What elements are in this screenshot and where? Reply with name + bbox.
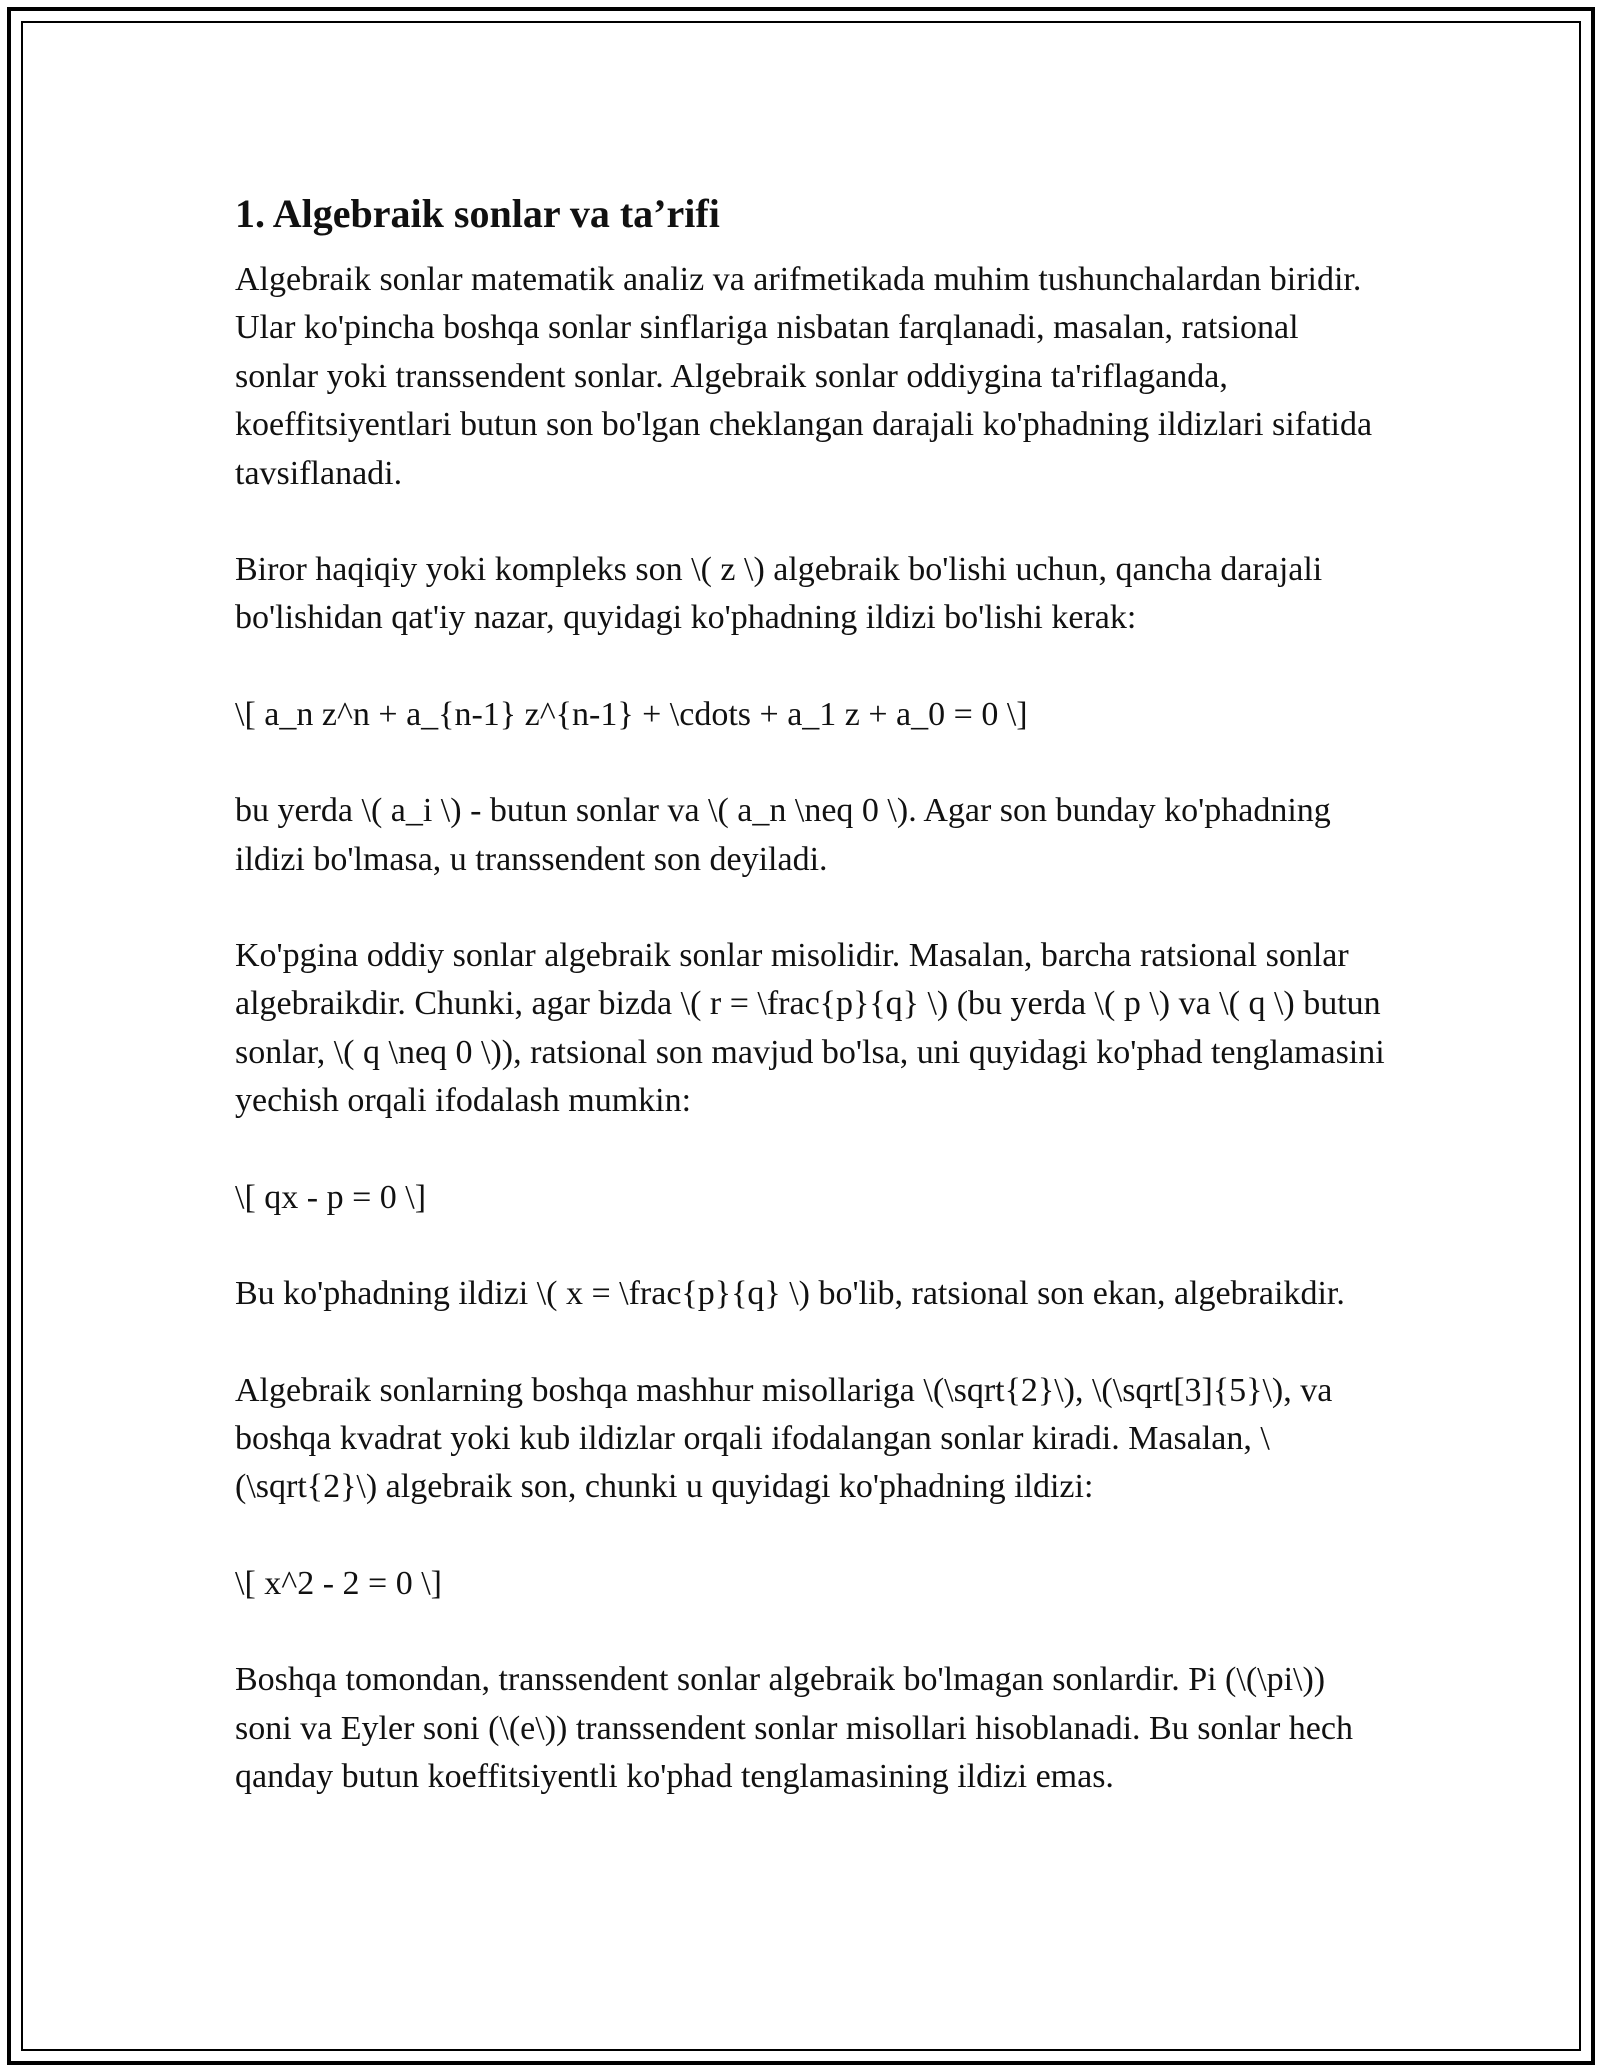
paragraph-coefficients: bu yerda \( a_i \) - butun sonlar va \( a_n \neq 0 \). Agar son bunday ko'phadning ildizi bo'lmasa, u transsendent son deyiladi. bbox=[235, 792, 1331, 878]
paragraph-root-examples: Algebraik sonlarning boshqa mashhur misollariga \(\sqrt{2}\), \(\sqrt[3]{5}\), va boshqa kvadrat yoki kub ildizlar orqali ifodalangan sonlar kiradi. Masalan, \(\sqrt{2}\) algebraik son, chunki u quyidagi ko'phadning ildizi: bbox=[235, 1371, 1333, 1506]
formula-quadratic: \[ x^2 - 2 = 0 \] bbox=[235, 1564, 442, 1602]
paragraph-condition: Biror haqiqiy yoki kompleks son \( z \) algebraik bo'lishi uchun, qancha darajali bo'lishidan qat'iy nazar, quyidagi ko'phadning ildizi bo'lishi kerak: bbox=[235, 551, 1323, 637]
paragraph-definition: Algebraik sonlar matematik analiz va arifmetikada muhim tushunchalardan biridir. Ular ko'pincha boshqa sonlar sinflariga nisbatan farqlanadi, masalan, ratsional sonlar yoki transsendent sonlar. Algebraik sonlar oddiygina ta'riflaganda, koeffitsiyentlari butun son bo'lgan cheklangan darajali ko'phadning ildizlari sifatida tavsiflanadi. bbox=[235, 261, 1373, 492]
section-heading: 1. Algebraik sonlar va ta’rifi bbox=[235, 191, 720, 236]
formula-polynomial: \[ a_n z^n + a_{n-1} z^{n-1} + \cdots + a_1 z + a_0 = 0 \] bbox=[235, 695, 1028, 733]
paragraph-rational-root: Bu ko'phadning ildizi \( x = \frac{p}{q} \) bo'lib, ratsional son ekan, algebraikdir. bbox=[235, 1275, 1345, 1313]
formula-linear: \[ qx - p = 0 \] bbox=[235, 1178, 427, 1216]
paragraph-transcendental: Boshqa tomondan, transsendent sonlar algebraik bo'lmagan sonlardir. Pi (\(\pi\)) soni va Eyler soni (\(e\)) transsendent sonlar misollari hisoblanadi. Bu sonlar hech qanday butun koeffitsiyentli ko'phad tenglamasining ildizi emas. bbox=[235, 1661, 1353, 1795]
paragraph-rational-examples: Ko'pgina oddiy sonlar algebraik sonlar misolidir. Masalan, barcha ratsional sonlar algebraikdir. Chunki, agar bizda \( r = \frac{p}{q} \) (bu yerda \( p \) va \( q \) butun sonlar, \( q \neq 0 \)), ratsional son mavjud bo'lsa, uni quyidagi ko'phad tenglamasini yechish orqali ifodalash mumkin: bbox=[235, 937, 1385, 1120]
document-body bbox=[235, 186, 1385, 1849]
